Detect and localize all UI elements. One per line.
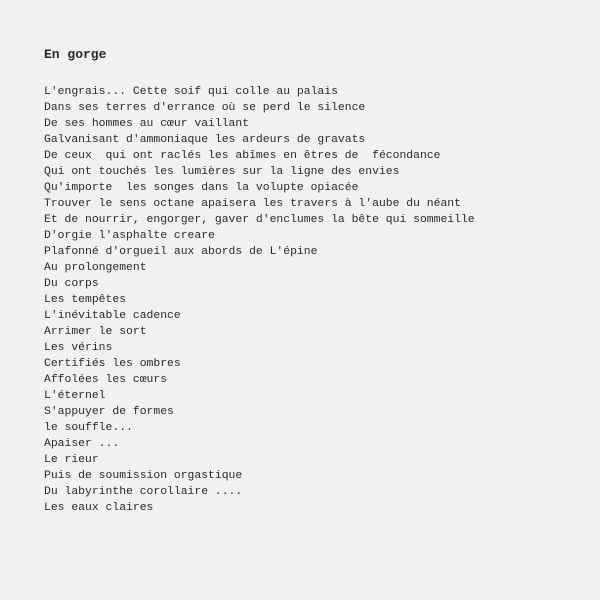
poem-line: Dans ses terres d'errance où se perd le silence — [44, 102, 366, 114]
poem-line: Affolées les cœurs — [44, 374, 168, 386]
poem-line: L'inévitable cadence — [44, 310, 181, 322]
poem-line: Qui ont touchés les lumières sur la ligne des envies — [44, 166, 400, 178]
poem-line: Du labyrinthe corollaire .... — [44, 486, 243, 498]
poem-title: En gorge — [44, 47, 107, 62]
poem-line: Les vérins — [44, 342, 113, 354]
poem-line: D'orgie l'asphalte creare — [44, 230, 215, 242]
poem-line: Qu'importe les songes dans la volupte opiacée — [44, 182, 359, 194]
poem-line: Trouver le sens octane apaisera les travers à l'aube du néant — [44, 198, 461, 210]
poem-line: L'éternel — [44, 390, 106, 402]
poem-line: De ses hommes au cœur vaillant — [44, 118, 250, 130]
poem-line: Apaiser ... — [44, 438, 120, 450]
poem-line: Les tempêtes — [44, 294, 127, 306]
poem-body — [44, 84, 584, 516]
poem-line: L'engrais... Cette soif qui colle au palais — [44, 86, 338, 98]
poem-line: Au prolongement — [44, 262, 147, 274]
poem-line: De ceux qui ont raclés les abîmes en êtres de fécondance — [44, 150, 441, 162]
poem-line: Les eaux claires — [44, 502, 154, 514]
poem-line: Galvanisant d'ammoniaque les ardeurs de gravats — [44, 134, 366, 146]
poem-line: Du corps — [44, 278, 99, 290]
poem-line: Certifiés les ombres — [44, 358, 181, 370]
poem-line: Arrimer le sort — [44, 326, 147, 338]
poem-line: Le rieur — [44, 454, 99, 466]
poem-line: S'appuyer de formes — [44, 406, 174, 418]
poem-line: Et de nourrir, engorger, gaver d'enclumes la bête qui sommeille — [44, 214, 475, 226]
poem-line: le souffle... — [44, 422, 133, 434]
poem-line: Puis de soumission orgastique — [44, 470, 243, 482]
poem-line: Plafonné d'orgueil aux abords de L'épine — [44, 246, 318, 258]
